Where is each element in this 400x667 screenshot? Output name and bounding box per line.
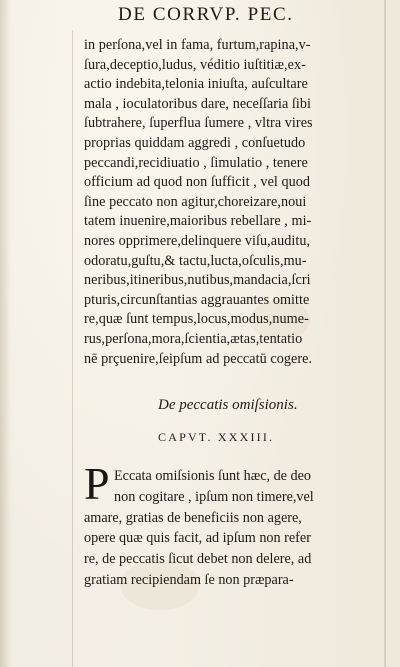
chapter-text-block (84, 466, 396, 591)
text-line: officium ad quod non ſufficit , vel quod (84, 174, 311, 191)
text-line: opere quæ quis facit, ad ipſum non refer (84, 530, 311, 547)
running-head: DE CORRVP. PEC. (118, 4, 294, 25)
text-line: nores opprimere,delinquere viſu,auditu, (84, 232, 311, 249)
text-line: in perſona,vel in fama, furtum,rapina,v- (84, 37, 311, 53)
chapter-heading: CAPVT. XXXIII. (158, 430, 275, 444)
text-line: ſubtrahere, ſuperflua ſumere , vltra vires (84, 115, 313, 132)
section-title: De peccatis omiſsionis. (158, 397, 298, 413)
drop-cap: P (84, 458, 110, 509)
text-line: proprias quiddam aggredi , conſuetudo (84, 134, 306, 151)
text-line: non cogitare , ipſum non timere,vel (114, 488, 314, 505)
text-line: tatem inuenire,maioribus rebellare , mi- (84, 213, 312, 230)
text-line: odoratu,guſtu,& tactu,lucta,oſculis,mu- (84, 252, 307, 269)
page-gutter-shadow (0, 0, 10, 667)
text-line: peccandi,recidiuatio , ſimulatio , tenere (84, 154, 308, 171)
main-text-block (84, 36, 396, 369)
column-rule (72, 30, 73, 667)
text-line: amare, gratias de beneficiis non agere, (84, 509, 302, 526)
text-line: gratiam recipiendam ſe non præpara- (84, 571, 294, 588)
text-line: rus,perſona,mora,ſcientia,ætas,tentatio (84, 330, 303, 347)
text-line: mala , ioculatoribus dare, neceſſaria ſibi (84, 95, 312, 112)
text-line: re,quæ ſunt tempus,locus,modus,nume- (84, 311, 309, 328)
text-line: actio indebita,telonia iniuſta, auſcultare (84, 76, 308, 93)
text-line: ſine peccato non agitur,choreizare,noui (84, 193, 307, 210)
text-line: Eccata omiſsionis ſunt hæc, de deo (114, 468, 312, 484)
text-line: re, de peccatis ſicut debet non delere, ad (84, 551, 312, 568)
text-line: ſura,deceptio,ludus, véditio iuſtitiæ,ex- (84, 56, 306, 73)
text-line: neribus,itineribus,nutibus,mandacia,ſcri (84, 272, 311, 289)
text-line: pturis,circunſtantias aggrauantes omitte (84, 291, 310, 308)
text-line: nē prçuenire,ſeipſum ad peccatū cogere. (84, 350, 313, 367)
